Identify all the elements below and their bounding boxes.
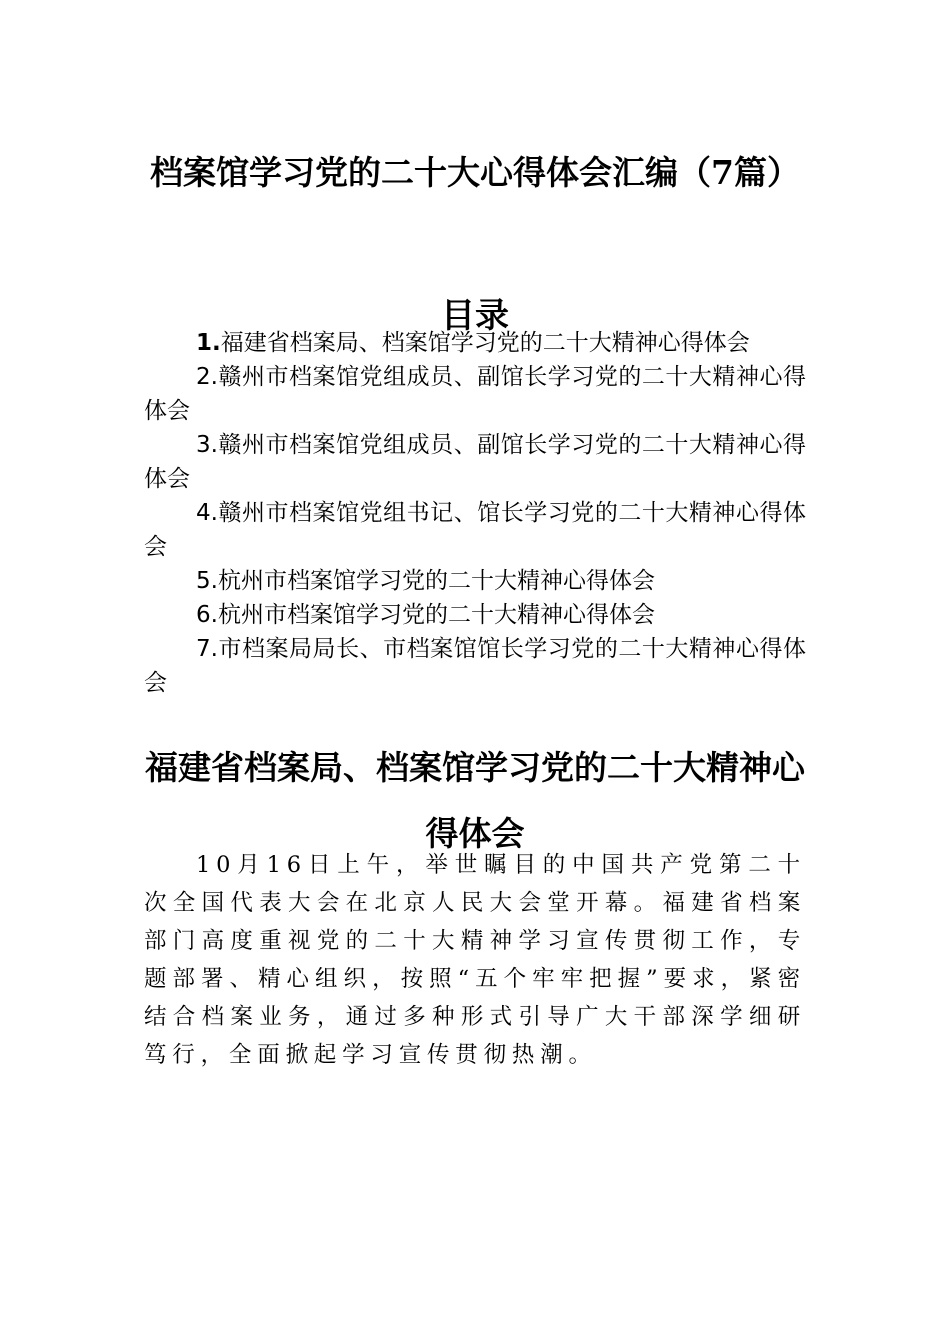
toc-item-text: 赣州市档案馆党组书记、馆长学习党的二十大精神心得体会: [144, 500, 806, 560]
toc-item[interactable]: [144, 428, 806, 496]
toc-item-text: 杭州市档案馆学习党的二十大精神心得体会: [217, 602, 655, 628]
toc-item-number: 2.: [196, 364, 218, 390]
table-of-contents: [144, 326, 806, 700]
toc-item[interactable]: [144, 496, 806, 564]
toc-item-text: 赣州市档案馆党组成员、副馆长学习党的二十大精神心得体会: [144, 432, 806, 492]
document-title: 档案馆学习党的二十大心得体会汇编（7篇）: [150, 153, 800, 193]
toc-item-number: 1.: [196, 330, 221, 356]
article-title: 福建省档案局、档案馆学习党的二十大精神心得体会: [145, 748, 805, 854]
toc-item[interactable]: [144, 632, 806, 700]
toc-item-number: 7.: [196, 636, 218, 662]
toc-item[interactable]: [144, 598, 806, 632]
toc-heading: 目录: [441, 296, 509, 337]
toc-item-number: 5.: [196, 568, 218, 594]
toc-item-text: 赣州市档案馆党组成员、副馆长学习党的二十大精神心得体会: [144, 364, 806, 424]
toc-item[interactable]: [144, 360, 806, 428]
toc-item-text: 福建省档案局、档案馆学习党的二十大精神心得体会: [220, 330, 750, 356]
toc-item-text: 市档案局局长、市档案馆馆长学习党的二十大精神心得体会: [144, 636, 806, 696]
toc-item-text: 杭州市档案馆学习党的二十大精神心得体会: [217, 568, 655, 594]
toc-item-number: 3.: [196, 432, 218, 458]
article-paragraph: 10月16日上午，举世瞩目的中国共产党第二十次全国代表大会在北京人民大会堂开幕。福建省档案部门高度重视党的二十大精神学习宣传贯彻工作，专题部署、精心组织，按照“五个牢牢把握”要求，紧密结合档案业务，通过多种形式引导广大干部深学细研笃行，全面掀起学习宣传贯彻热潮。: [144, 852, 806, 1068]
toc-item[interactable]: [144, 564, 806, 598]
toc-item-number: 4.: [196, 500, 218, 526]
toc-item-number: 6.: [196, 602, 218, 628]
toc-item[interactable]: [144, 326, 806, 360]
